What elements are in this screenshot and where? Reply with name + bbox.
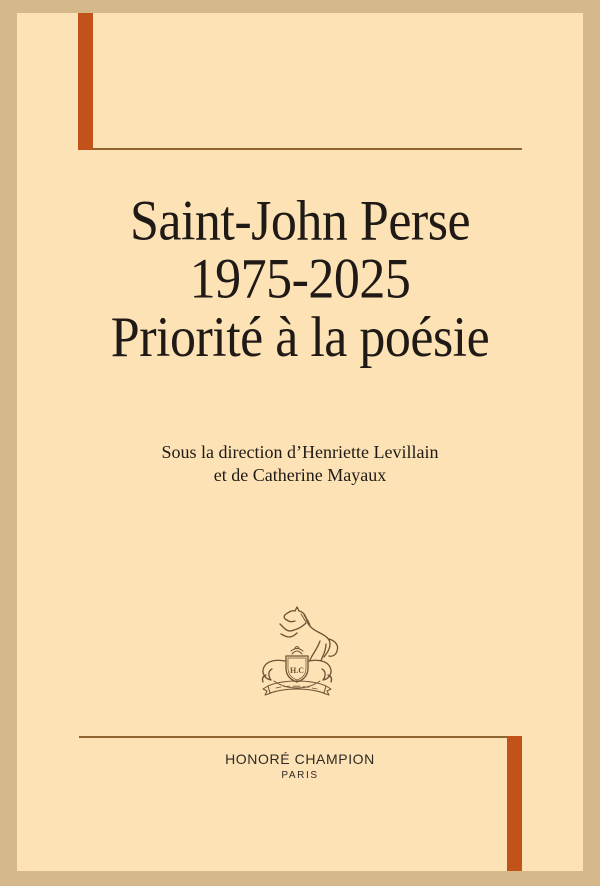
horse-hind-leg-2: [321, 644, 326, 661]
editors-byline-line-2: et de Catherine Mayaux: [213, 465, 387, 485]
publisher-monogram: H.C: [290, 666, 304, 675]
horse-tail: [329, 639, 338, 656]
publisher-horse-crest-icon: [254, 599, 346, 699]
publisher-block: [0, 751, 600, 782]
editors-byline-line-1: Sous la direction d’Henriette Levillain: [161, 442, 439, 462]
book-title-line-1: Saint-John Perse: [129, 189, 471, 253]
horse-hind-leg-1: [310, 641, 320, 660]
accent-bar-top-left: [78, 13, 93, 150]
horse-head-back-outline: [284, 607, 330, 657]
horse-front-leg-1: [280, 624, 294, 631]
book-title: [0, 189, 600, 370]
editors-byline: [0, 441, 600, 487]
book-title-line-3: Priorité à la poésie: [110, 306, 490, 370]
publisher-city: PARIS: [281, 770, 319, 781]
top-rule-line: [79, 148, 522, 150]
crest-scroll-left: [262, 660, 285, 682]
horse-jaw: [287, 620, 295, 622]
publisher-name: HONORÉ CHAMPION: [225, 751, 375, 767]
crest-torse: [291, 647, 303, 655]
horse-belly: [294, 623, 306, 630]
crest-scroll-right: [309, 660, 332, 682]
book-title-line-2: 1975-2025: [189, 248, 411, 311]
bottom-rule-line: [79, 736, 522, 738]
horse-front-leg-2: [281, 633, 297, 637]
